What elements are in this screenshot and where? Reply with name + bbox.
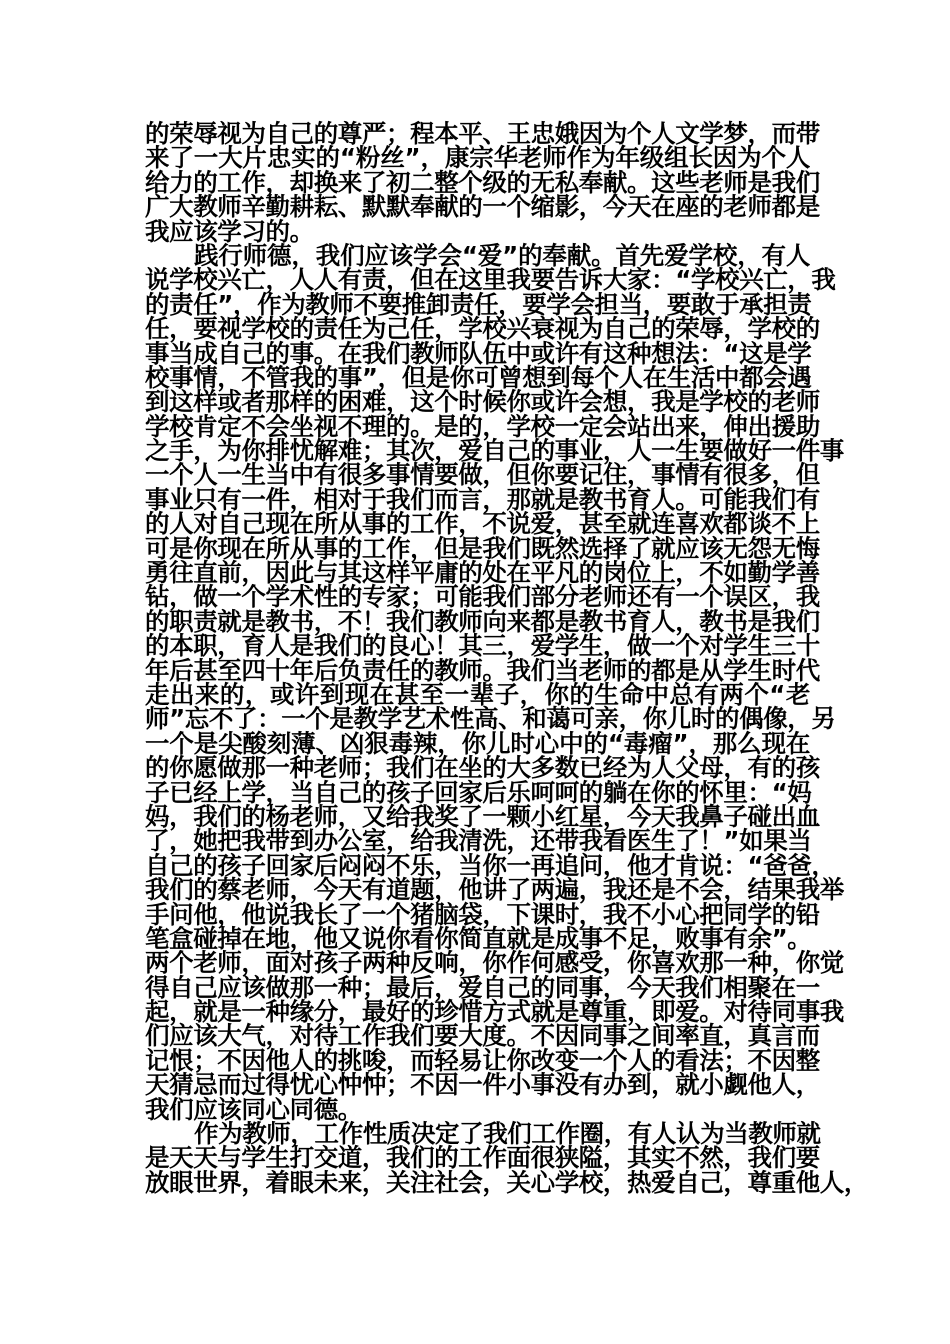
text-line: 广大教师辛勤耕耘、默默奉献的一个缩影，今天在座的老师都是	[145, 192, 820, 222]
text-line: 我应该学习的。	[145, 216, 314, 246]
text-line: 给力的工作，却换来了初二整个级的无私奉献。这些老师是我们	[145, 167, 820, 197]
text-line: 一个人一生当中有很多事情要做，但你要记住，事情有很多，但	[145, 460, 820, 490]
text-line: 师”忘不了：一个是教学艺术性高、和蔼可亲，你儿时的偶像，另	[145, 704, 836, 734]
text-line: 之手，为你排忧解难；其次，爱自己的事业，人一生要做好一件事	[145, 436, 844, 466]
text-line: 得自己应该做那一种；最后，爱自己的同事，今天我们相聚在一	[145, 972, 820, 1002]
text-line: 践行师德，我们应该学会“爱”的奉献。首先爱学校，有人	[194, 240, 810, 270]
text-line: 任，要视学校的责任为己任，学校兴衰视为自己的荣辱，学校的	[145, 314, 820, 344]
document-body	[145, 119, 868, 1197]
text-line: 事当成自己的事。在我们教师队伍中或许有这种想法：“这是学	[145, 338, 812, 368]
text-line: 我们的蔡老师，今天有道题，他讲了两遍，我还是不会，结果我举	[145, 875, 844, 905]
text-line: 妈，我们的杨老师，又给我奖了一颗小红星，今天我鼻子碰出血	[145, 801, 820, 831]
text-line: 的本职，育人是我们的良心！其三，爱学生，做一个对学生三十	[145, 631, 820, 661]
text-line: 们应该大气，对待工作我们要大度。不因同事之间率直，真言而	[145, 1021, 820, 1051]
text-line: 起，就是一种缘分，最好的珍惜方式就是尊重，即爱。对待同事我	[145, 997, 844, 1027]
text-line: 事业只有一件，相对于我们而言，那就是教书育人。可能我们有	[145, 484, 820, 514]
text-line: 勇往直前，因此与其这样平庸的处在平凡的岗位上，不如勤学善	[145, 558, 820, 588]
text-line: 手问他，他说我长了一个猪脑袋，下课时，我不小心把同学的铅	[145, 899, 820, 929]
text-line: 作为教师，工作性质决定了我们工作圈，有人认为当教师就	[194, 1119, 821, 1149]
text-line: 的职责就是教书，不！我们教师向来都是教书育人，教书是我们	[145, 606, 820, 636]
text-line: 是天天与学生打交道，我们的工作面很狭隘，其实不然，我们要	[145, 1143, 820, 1173]
text-line: 一个是尖酸刻薄、凶狠毒辣，你儿时心中的“毒瘤”，那么现在	[145, 728, 810, 758]
text-line: 的人对自己现在所从事的工作，不说爱，甚至就连喜欢都谈不上	[145, 509, 820, 539]
text-line: 的你愿做那一种老师；我们在坐的大多数已经为人父母，有的孩	[145, 753, 820, 783]
paragraph	[145, 240, 844, 1124]
text-line: 走出来的，或许到现在甚至一辈子，你的生命中总有两个“老	[145, 679, 810, 709]
text-line: 我们应该同心同德。	[145, 1094, 362, 1124]
text-line: 说学校兴亡，人人有责，但在这里我要告诉大家：“学校兴亡，我	[145, 265, 836, 295]
text-line: 放眼世界，着眼未来，关注社会，关心学校，热爱自己，尊重他人，	[145, 1167, 868, 1197]
text-line: 笔盒碰掉在地，他又说你看你简直就是成事不足，败事有余”。	[145, 923, 812, 953]
paragraph	[145, 1119, 868, 1197]
text-line: 两个老师，面对孩子两种反响，你作何感受，你喜欢那一种，你觉	[145, 948, 844, 978]
text-line: 天猜忌而过得忧心忡忡；不因一件小事没有办到，就小觑他人，	[145, 1070, 820, 1100]
text-line: 来了一大片忠实的“粉丝”，康宗华老师作为年级组长因为个人	[145, 143, 810, 173]
text-line: 记恨；不因他人的挑唆，而轻易让你改变一个人的看法；不因整	[145, 1045, 820, 1075]
text-line: 子已经上学，当自己的孩子回家后乐呵呵的躺在你的怀里：“妈	[145, 777, 812, 807]
text-line: 的责任”，作为教师不要推卸责任，要学会担当，要敢于承担责	[145, 289, 812, 319]
text-line: 了，她把我带到办公室，给我清洗，还带我看医生了！”如果当	[145, 826, 812, 856]
text-line: 校事情，不管我的事”，但是你可曾想到每个人在生活中都会遇	[145, 362, 812, 392]
text-line: 学校肯定不会坐视不理的。是的，学校一定会站出来，伸出援助	[145, 411, 820, 441]
text-line: 的荣辱视为自己的尊严；程本平、王忠娥因为个人文学梦，而带	[145, 119, 820, 148]
text-line: 到这样或者那样的困难，这个时候你或许会想，我是学校的老师	[145, 387, 820, 417]
text-line: 自己的孩子回家后闷闷不乐，当你一再追问，他才肯说：“爸爸，	[145, 850, 836, 880]
paragraph	[145, 119, 820, 246]
text-line: 年后甚至四十年后负责任的教师。我们当老师的都是从学生时代	[145, 655, 820, 685]
document-page	[145, 119, 868, 1197]
text-line: 钻，做一个学术性的专家；可能我们部分老师还有一个误区，我	[145, 582, 820, 612]
text-line: 可是你现在所从事的工作，但是我们既然选择了就应该无怨无悔	[145, 533, 820, 563]
